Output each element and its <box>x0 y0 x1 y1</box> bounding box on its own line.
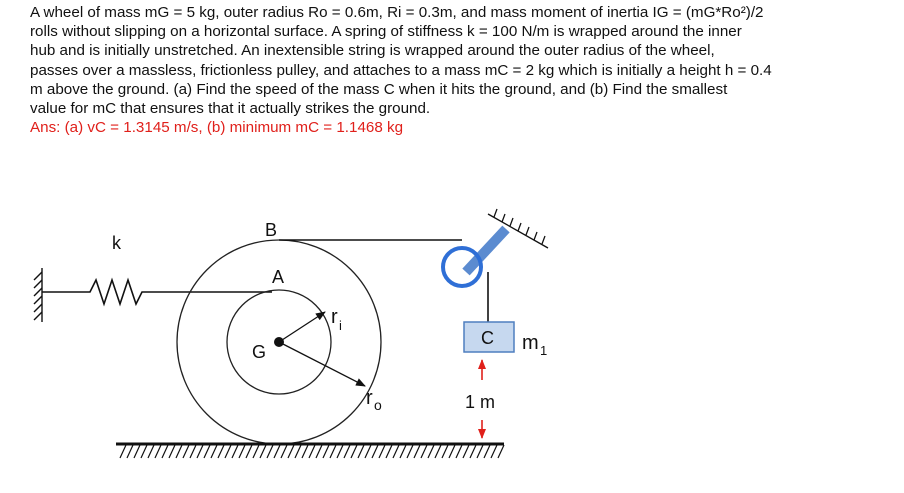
problem-line-1: A wheel of mass mG = 5 kg, outer radius Ro = 0.6m, Ri = 0.3m, and mass moment of inertia IG = (mG*Ro²)/2 <box>30 4 764 21</box>
svg-text:m: m <box>522 332 539 354</box>
label-B: B <box>265 220 278 240</box>
svg-text:r: r <box>366 387 373 409</box>
label-C: C <box>481 328 494 348</box>
svg-text:i: i <box>339 318 342 333</box>
problem-line-3: hub and is initially unstretched. An inextensible string is wrapped around the outer radius of the wheel, <box>30 42 715 60</box>
label-ro <box>366 387 382 413</box>
label-ri <box>331 306 342 333</box>
label-A: A <box>272 267 285 287</box>
left-wall <box>34 268 42 322</box>
answer-line: Ans: (a) vC = 1.3145 m/s, (b) minimum mC = 1.1468 kg <box>30 119 404 137</box>
problem-line-5: m above the ground. (a) Find the speed of the mass C when it hits the ground, and (b) Find the smallest <box>30 80 728 98</box>
spring <box>42 280 272 304</box>
problem-line-6: value for mC that ensures that it actually strikes the ground. <box>30 100 431 118</box>
problem-line-2: rolls without slipping on a horizontal surface. A spring of stiffness k = 100 N/m is wrapped around the inner <box>30 23 742 41</box>
ground <box>116 444 504 458</box>
svg-text:1: 1 <box>540 343 548 358</box>
label-m1 <box>522 332 547 358</box>
svg-text:o: o <box>374 397 382 413</box>
label-G: G <box>252 342 267 362</box>
problem-line-4: passes over a massless, frictionless pulley, and attaches to a mass mC = 2 kg which is initially a height h = 0.4 <box>30 61 772 79</box>
svg-text:r: r <box>331 306 338 328</box>
outer-radius-arrow <box>279 342 365 386</box>
height-label: 1 m <box>465 392 496 412</box>
inner-radius-arrow <box>279 312 325 342</box>
spring-label-k: k <box>112 233 121 253</box>
